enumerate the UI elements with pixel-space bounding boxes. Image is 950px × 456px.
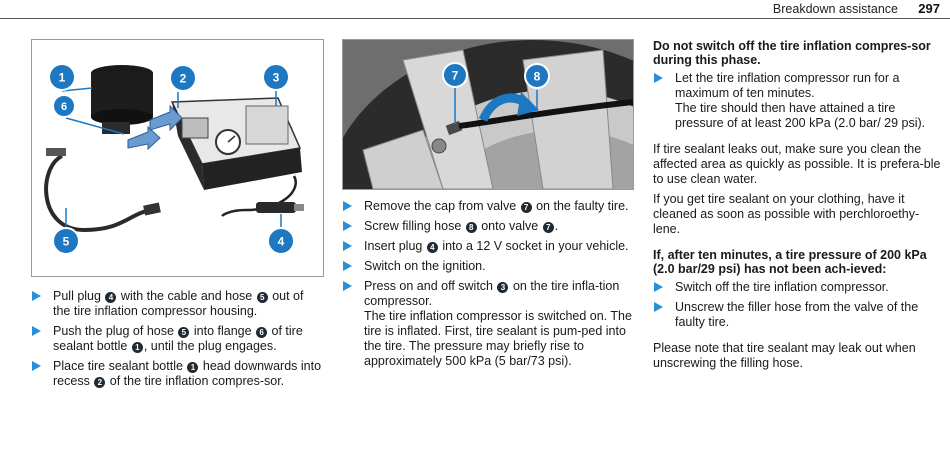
- step-arrow-icon: [343, 281, 352, 291]
- step-text: Insert plug 4 into a 12 V socket in your vehicle.: [364, 239, 629, 253]
- step-run-compressor: [653, 71, 945, 131]
- callout-5: [53, 208, 79, 254]
- ref-number: 1: [187, 362, 198, 373]
- svg-text:3: 3: [272, 70, 280, 85]
- warning-heading: Do not switch off the tire inflation compres-sor during this phase.: [653, 39, 931, 67]
- step-text: Remove the cap from valve 7 on the faulty tire.: [364, 199, 629, 213]
- column-left: [31, 289, 323, 394]
- step-unscrew-hose: [653, 300, 945, 330]
- step-text: Press on and off switch 3 on the tire infla-tion compressor.: [364, 279, 620, 308]
- step-text: Pull plug 4 with the cable and hose 5 out of the tire inflation compressor housing.: [53, 289, 304, 318]
- step-press-switch: [342, 279, 634, 369]
- tire-valve-illustration: [343, 40, 633, 189]
- step-arrow-icon: [32, 291, 41, 301]
- step-arrow-icon: [343, 221, 352, 231]
- ref-number: 5: [178, 327, 189, 338]
- page-number: 297: [918, 1, 940, 16]
- paragraph-clothing: If you get tire sealant on your clothing, have it cleaned as soon as possible with perchloroethy-lene.: [653, 192, 920, 236]
- step-ignition: [342, 259, 634, 274]
- figure-compressor-kit: [31, 39, 324, 277]
- step-text: Let the tire inflation compressor run for a maximum of ten minutes.: [675, 71, 900, 100]
- step-screw-hose: [342, 219, 634, 234]
- step-arrow-icon: [343, 241, 352, 251]
- step-text: Place tire sealant bottle 1 head downwards into recess 2 of the tire inflation compres-sor.: [53, 359, 322, 388]
- step-arrow-icon: [343, 201, 352, 211]
- callout-1: [49, 64, 92, 91]
- ref-number: 5: [257, 292, 268, 303]
- column-right: [653, 39, 945, 376]
- pressure-heading: If, after ten minutes, a tire pressure of 200 kPa (2.0 bar/29 psi) has not been ach-ieved:: [653, 248, 927, 276]
- ref-number: 7: [543, 222, 554, 233]
- ref-number: 2: [94, 377, 105, 388]
- step-text: Push the plug of hose 5 into flange 6 of tire sealant bottle 1 , until the plug engages.: [53, 324, 303, 353]
- step-arrow-icon: [32, 326, 41, 336]
- step-remove-cap: [342, 199, 634, 214]
- step-arrow-icon: [654, 282, 663, 292]
- page-header: [0, 0, 950, 19]
- section-title: Breakdown assistance: [772, 2, 898, 16]
- column-middle: [342, 199, 634, 374]
- step-arrow-icon: [654, 302, 663, 312]
- step-arrow-icon: [343, 261, 352, 271]
- ref-number: 7: [521, 202, 532, 213]
- svg-text:4: 4: [277, 234, 285, 249]
- svg-text:1: 1: [58, 70, 66, 85]
- step-switch-off: [653, 280, 945, 295]
- ref-number: 8: [466, 222, 477, 233]
- header-rule: [0, 18, 950, 19]
- svg-text:7: 7: [451, 68, 459, 83]
- step-result-text: The tire should then have attained a tire pressure of at least 200 kPa (2.0 bar/ 29 psi).: [675, 101, 926, 130]
- compressor-kit-illustration: [32, 40, 323, 276]
- svg-text:8: 8: [533, 69, 541, 84]
- compressor-body: [172, 98, 302, 190]
- step-arrow-icon: [654, 73, 663, 83]
- step-insert-plug: [342, 239, 634, 254]
- svg-text:5: 5: [62, 234, 70, 249]
- step-result-text: The tire inflation compressor is switched on. The tire is inflated. First, tire sealant is pum-ped into the tire. The pressure may briefly rise to approximately 500 kPa (5 bar/73 psi).: [364, 309, 632, 368]
- sealant-bottle: [91, 65, 153, 134]
- step-arrow-icon: [32, 361, 41, 371]
- step-text: Unscrew the filler hose from the valve of the faulty tire.: [675, 300, 919, 329]
- ref-number: 4: [427, 242, 438, 253]
- ref-number: 3: [497, 282, 508, 293]
- svg-text:6: 6: [60, 101, 68, 113]
- step-pull-plug: [31, 289, 323, 319]
- callout-4: [268, 214, 294, 254]
- step-text: Switch on the ignition.: [364, 259, 486, 273]
- figure-tire-valve: [342, 39, 634, 190]
- paragraph-note: Please note that tire sealant may leak out when unscrewing the filling hose.: [653, 341, 916, 370]
- ref-number: 4: [105, 292, 116, 303]
- step-text: Switch off the tire inflation compressor.: [675, 280, 889, 294]
- step-text: Screw filling hose 8 onto valve 7 .: [364, 219, 559, 233]
- step-push-plug: [31, 324, 323, 354]
- step-place-bottle: [31, 359, 323, 389]
- svg-text:2: 2: [179, 71, 187, 86]
- ref-number: 1: [132, 342, 143, 353]
- paragraph-sealant-leak: If tire sealant leaks out, make sure you clean the affected area as quickly as possible. It is prefera-ble to use clean water.: [653, 142, 941, 186]
- ref-number: 6: [256, 327, 267, 338]
